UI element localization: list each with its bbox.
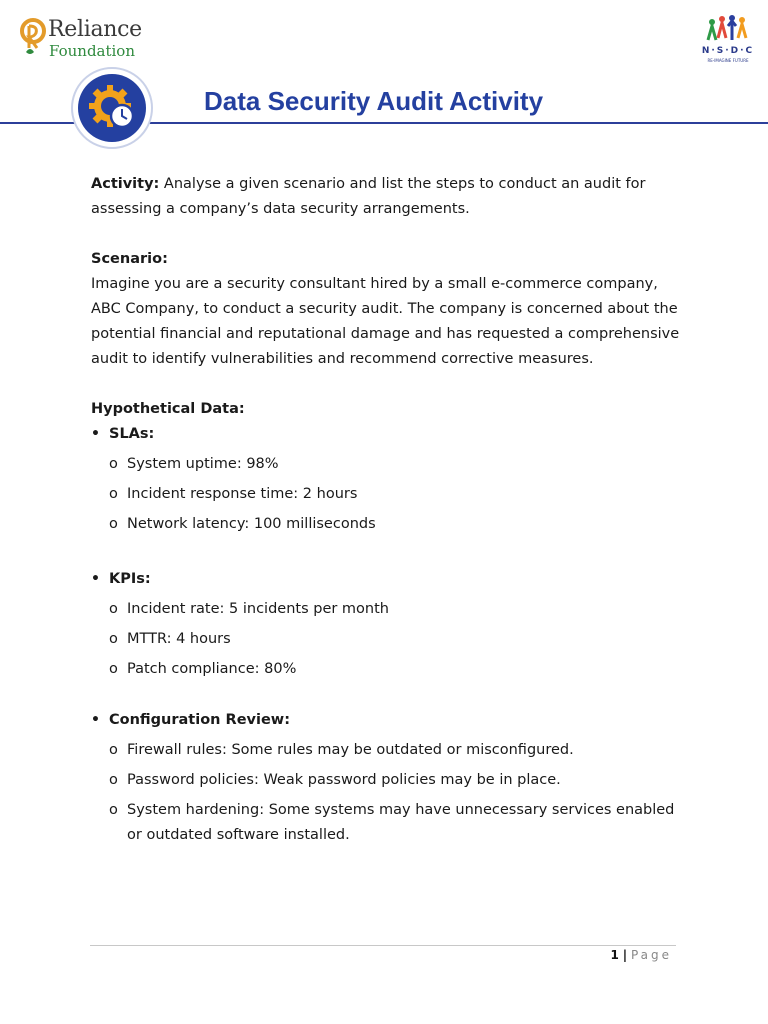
list-item: o Firewall rules: Some rules may be outdated or misconfigured. [109,742,574,758]
list-item: o Incident rate: 5 incidents per month [109,601,389,617]
list-item: o Network latency: 100 milliseconds [109,516,376,532]
document-body [91,172,691,848]
list-item: o Incident response time: 2 hours [109,486,358,502]
list-item: o System uptime: 98% [109,456,279,472]
scenario-label: Scenario: [91,251,168,267]
nsdc-tagline: RE-IMAGINE FUTURE [707,58,749,63]
scenario-text: Imagine you are a security consultant hired by a small e-commerce company, ABC Company, to conduct a security audit. The company is concerned about the potential financial and reputational damage and has requested a comprehensive audit to identify vulnerabilities and recommend corrective measures. [91,276,680,367]
list-item: o System hardening: Some systems may have unnecessary services enabled or outdated software installed. [109,802,675,843]
footer-rule [90,945,676,946]
kpi-heading: • KPIs: [91,567,691,592]
configuration-review-heading: • Configuration Review: [91,708,691,733]
reliance-emblem-icon [20,18,46,58]
list-item: o MTTR: 4 hours [109,631,231,647]
page-number: 1 [610,948,619,962]
activity-text: Analyse a given scenario and list the steps to conduct an audit for assessing a company’s data security arrangements. [91,176,646,217]
nsdc-logo [700,14,756,66]
list-item: o Password policies: Weak password policies may be in place. [109,772,561,788]
sla-heading: • SLAs: [91,422,691,447]
activity-label: Activity: [91,176,160,192]
page-label: Page [630,948,672,962]
gear-clock-icon [70,66,154,150]
page-title: Data Security Audit Activity [204,86,544,116]
people-figures-icon [700,14,756,46]
hypothetical-data-label: Hypothetical Data: [91,401,245,417]
nsdc-wordmark: N·S·D·C [701,46,755,56]
reliance-wordmark: Reliance [48,17,142,42]
list-item: o Patch compliance: 80% [109,661,297,677]
activity-paragraph [91,172,691,222]
page-separator: | [622,948,628,962]
page-footer [611,948,672,962]
foundation-wordmark: Foundation [49,42,136,60]
reliance-foundation-logo [20,16,150,64]
